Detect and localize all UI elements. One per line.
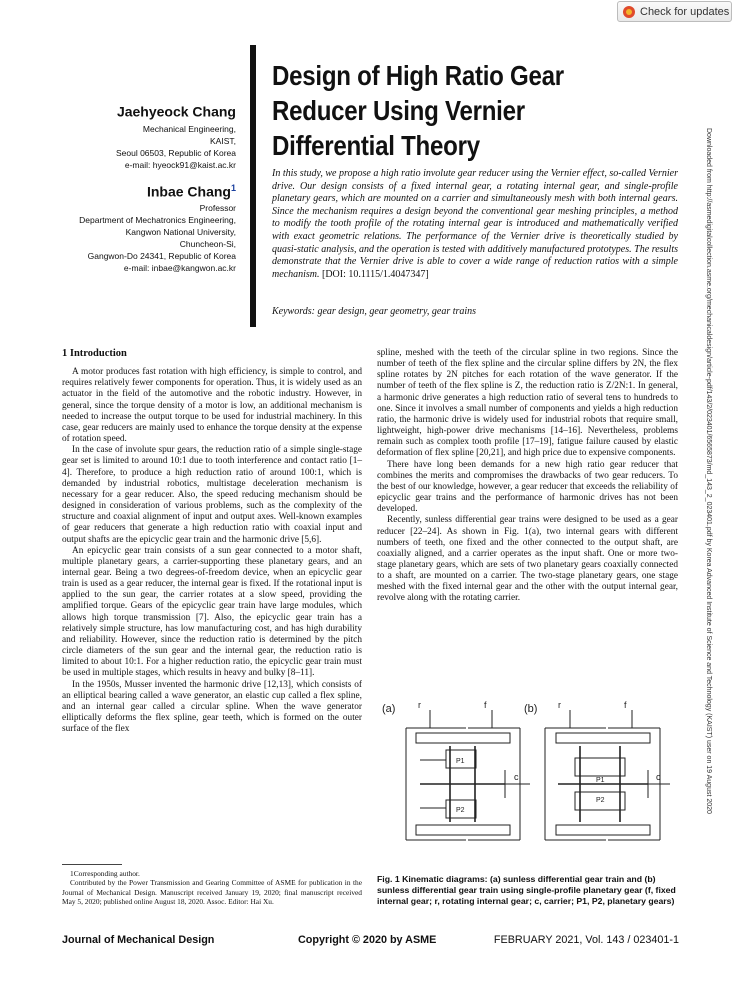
label-r: r [418, 700, 421, 710]
diagram-a [406, 710, 530, 840]
label-r: r [558, 700, 561, 710]
download-notice: Downloaded from http://asmedigitalcollection.asme.org/mechanicaldesign/article-pdf/143/2/023401/6565873/md_143_2_023401.pdf by Korea Advanced Institute of Science and Technology (KAIST) user on 19 August 2020 [705, 128, 712, 814]
author-2 [60, 183, 236, 275]
figure-label-a: (a) [382, 703, 396, 715]
author-email[interactable]: e-mail: inbae@kangwon.ac.kr [123, 263, 236, 274]
footnote [62, 864, 362, 907]
doi-link[interactable]: [DOI: 10.1115/1.4047347] [322, 268, 429, 280]
label-c: c [514, 772, 519, 782]
paragraph: A motor produces fast rotation with high efficiency, is simple to control, and requires relatively fewer components for operation. Thus, it is widely used as an actuator in the field of the automotive and the robotic industry. However, in general, since the torque density of a motor is low, an additional mechanism is needed to increase the output torque to be used for industrial machinery. In this case, gear reducers are mainly used to enhance the torque density at the expense of rotation speed. [62, 367, 362, 445]
diagram-b [545, 710, 670, 840]
corresponding-author-mark[interactable]: 1 [230, 182, 236, 193]
author-name: Inbae Chang$^1$ [146, 182, 236, 200]
paragraph: spline, meshed with the teeth of the circular spline in two regions. Since the number of teeth of the flex spline and the circular spline differs by 2N, the flex spline rotates by 2N pitches for each rotation of the wave generator. If the number of teeth of the flex spline is Z, the reduction ratio is Z/2N:1. In general, a harmonic drive generates a high reduction ratio of several tens to hundreds to one. Since it involves a small number of components and yields a high reduction ratio, the harmonic drive is widely used for industrial robots that require small, lightweight, high-power drive mechanisms [14–16]. Nevertheless, problems remain such as complex tooth profile [17–19], fatigue failure caused by elastic deformation of flex spline [20,21], and high price due to expensive components. [377, 348, 678, 459]
footnote-line: 1Corresponding author. [70, 869, 140, 878]
paragraph: Recently, sunless differential gear trains were designed to be used as a gear reducer [22–24]. As shown in Fig. 1(a), two internal gears with different numbers of teeth, one fixed and the other connected to the output shaft, are coaxially aligned, and a carrier operates as the input shaft. One or more two-stage planetary gears, which are sets of two planetary gears coaxially connected to a shaft, are mounted on a carrier. The two-stage planetary gears, one stage meshed with the fixed internal gear and the other with the output internal gear, revolve along with the rotating carrier. [377, 515, 678, 604]
affiliation-line: Kangwon National University, [125, 227, 236, 238]
paragraph: An epicyclic gear train consists of a sun gear connected to a motor shaft, multiple planetary gears, a carrier-supporting these planetary gears, and an internal gear. Being a two degrees-of-freedom device, when an epicyclic gear train is used as a gear reducer, the internal gear is fixed. If the rotational input is applied to the sun gear, the carrier rotates at a slow speed, providing the amplified torque. Gears of the epicyclic gear train have large modules, which allows high torque transmission [7]. Also, the epicyclic gear train has a relatively simple structure, has low manufacturing cost, and has high durability and reliability. However, since the reduction ratio is determined by the pitch circle diameters of the sun gear and the internal gear, the reduction ratio is limited to about 10:1. For a higher reduction ratio, the epicyclic gear train must be used in multiple stages, which results in heavy and bulky [8–11]. [62, 545, 362, 679]
body-column-right [377, 348, 678, 605]
affiliation-line: Seoul 06503, Republic of Korea [115, 147, 236, 158]
label-p2: P2 [596, 797, 605, 804]
figure-label-b: (b) [524, 703, 538, 715]
journal-name: Journal of Mechanical Design [62, 934, 215, 946]
author-email[interactable]: e-mail: hyeock91@kaist.ac.kr [124, 159, 236, 170]
author-name: Jaehyeock Chang [116, 103, 236, 120]
paper-title: Design of High Ratio Gear Reducer Using Vernier Differential Theory [272, 60, 564, 161]
title-accent-bar [250, 45, 256, 327]
check-for-updates-label: Check for updates [640, 5, 730, 18]
paragraph: In the case of involute spur gears, the reduction ratio of a simple single-stage gear set is limited to around 10:1 due to tooth interference and contact ratio [1–4]. Therefore, to produce a high reduction ratio of around 100:1, which is demanded by industrial robotics, multistage deceleration mechanism is necessary for a gear reducer. Also, the speed reducing mechanism should be designed in consideration of various problems, such as the complexity of the structure and coaxial alignment of input and output axes. Well-known examples of gear reducers that generate a high reduction ratio with coaxial input and output shafts are the epicyclic gear train and the harmonic drive [5,6]. [62, 445, 362, 545]
label-c: c [656, 772, 661, 782]
affiliation-line: Gangwon-Do 24341, Republic of Korea [87, 251, 236, 262]
affiliation-line: Chuncheon-Si, [179, 239, 236, 250]
affiliation-line: Mechanical Engineering, [142, 123, 236, 134]
affiliation-line: KAIST, [210, 135, 236, 146]
crossmark-icon [623, 6, 635, 18]
label-p2: P2 [456, 807, 465, 814]
label-f: f [624, 700, 627, 710]
paragraph: There have long been demands for a new high ratio gear reducer that combines the merits and compromises the drawbacks of two gear reducers. To the best of our knowledge, however, a gear reducer that exceeds the reliability of epicyclic gear trains and the performance of harmonic drives has not been developed. [377, 459, 678, 515]
body-column-left [62, 348, 362, 735]
figure-caption: Fig. 1 Kinematic diagrams: (a) sunless differential gear train and (b) sunless differential gear train using single-profile planetary gear (f, fixed internal gear; r, rotating internal gear; c, carrier; P1, P2, planetary gears) [377, 874, 676, 906]
label-p1: P1 [596, 777, 605, 784]
label-p1: P1 [456, 758, 465, 765]
abstract: In this study, we propose a high ratio involute gear reducer using the Vernier effect, so-called Vernier drive. Our design consists of a fixed internal gear, a rotating internal gear, and single-profile planetary gears, which are mounted on a carrier and simultaneously mesh with both internal gears. Since the mechanism requires a design beyond the conventional gear meshing principles, a method to modify the tooth profile of the rotating internal gear is introduced and mathematically verified with exact geometric relations. The performance of the Vernier drive is theoretically studied by quasi-static analysis, and the operation is tested with additively manufactured prototypes. The results demonstrate that the Vernier drive is able to cover a wide range of reduction ratios with a simple mechanism. [DOI: 10.1115/1.4047347] [272, 168, 678, 280]
copyright: Copyright © 2020 by ASME [298, 934, 437, 946]
affiliation-line: Professor [199, 203, 236, 214]
figure-1 [380, 700, 680, 875]
affiliation-line: Department of Mechatronics Engineering, [79, 215, 236, 226]
footnote-line: Contributed by the Power Transmission and Gearing Committee of ASME for publication in the Journal of Mechanical Design. Manuscript received January 19, 2020; final manuscript received May 5, 2020; published online August 18, 2020. Assoc. Editor: Hai Xu. [62, 878, 362, 907]
section-heading: 1 Introduction [62, 348, 127, 359]
author-1 [60, 103, 236, 171]
keywords: Keywords: gear design, gear geometry, gear trains [272, 306, 477, 317]
label-f: f [484, 700, 487, 710]
paragraph: In the 1950s, Musser invented the harmonic drive [12,13], which consists of an elliptical bearing called a wave generator, an elastic cup called a flex spline, and an internal gear called a circular spline. When the wave generator elliptically deforms the flex spline, gear teeth, which is formed on the outer surface of the flex [62, 679, 362, 735]
check-for-updates-button[interactable] [617, 1, 732, 22]
kinematic-diagrams [380, 700, 680, 870]
issue-info: FEBRUARY 2021, Vol. 143 / 023401-1 [493, 934, 679, 946]
author-block [60, 103, 236, 274]
